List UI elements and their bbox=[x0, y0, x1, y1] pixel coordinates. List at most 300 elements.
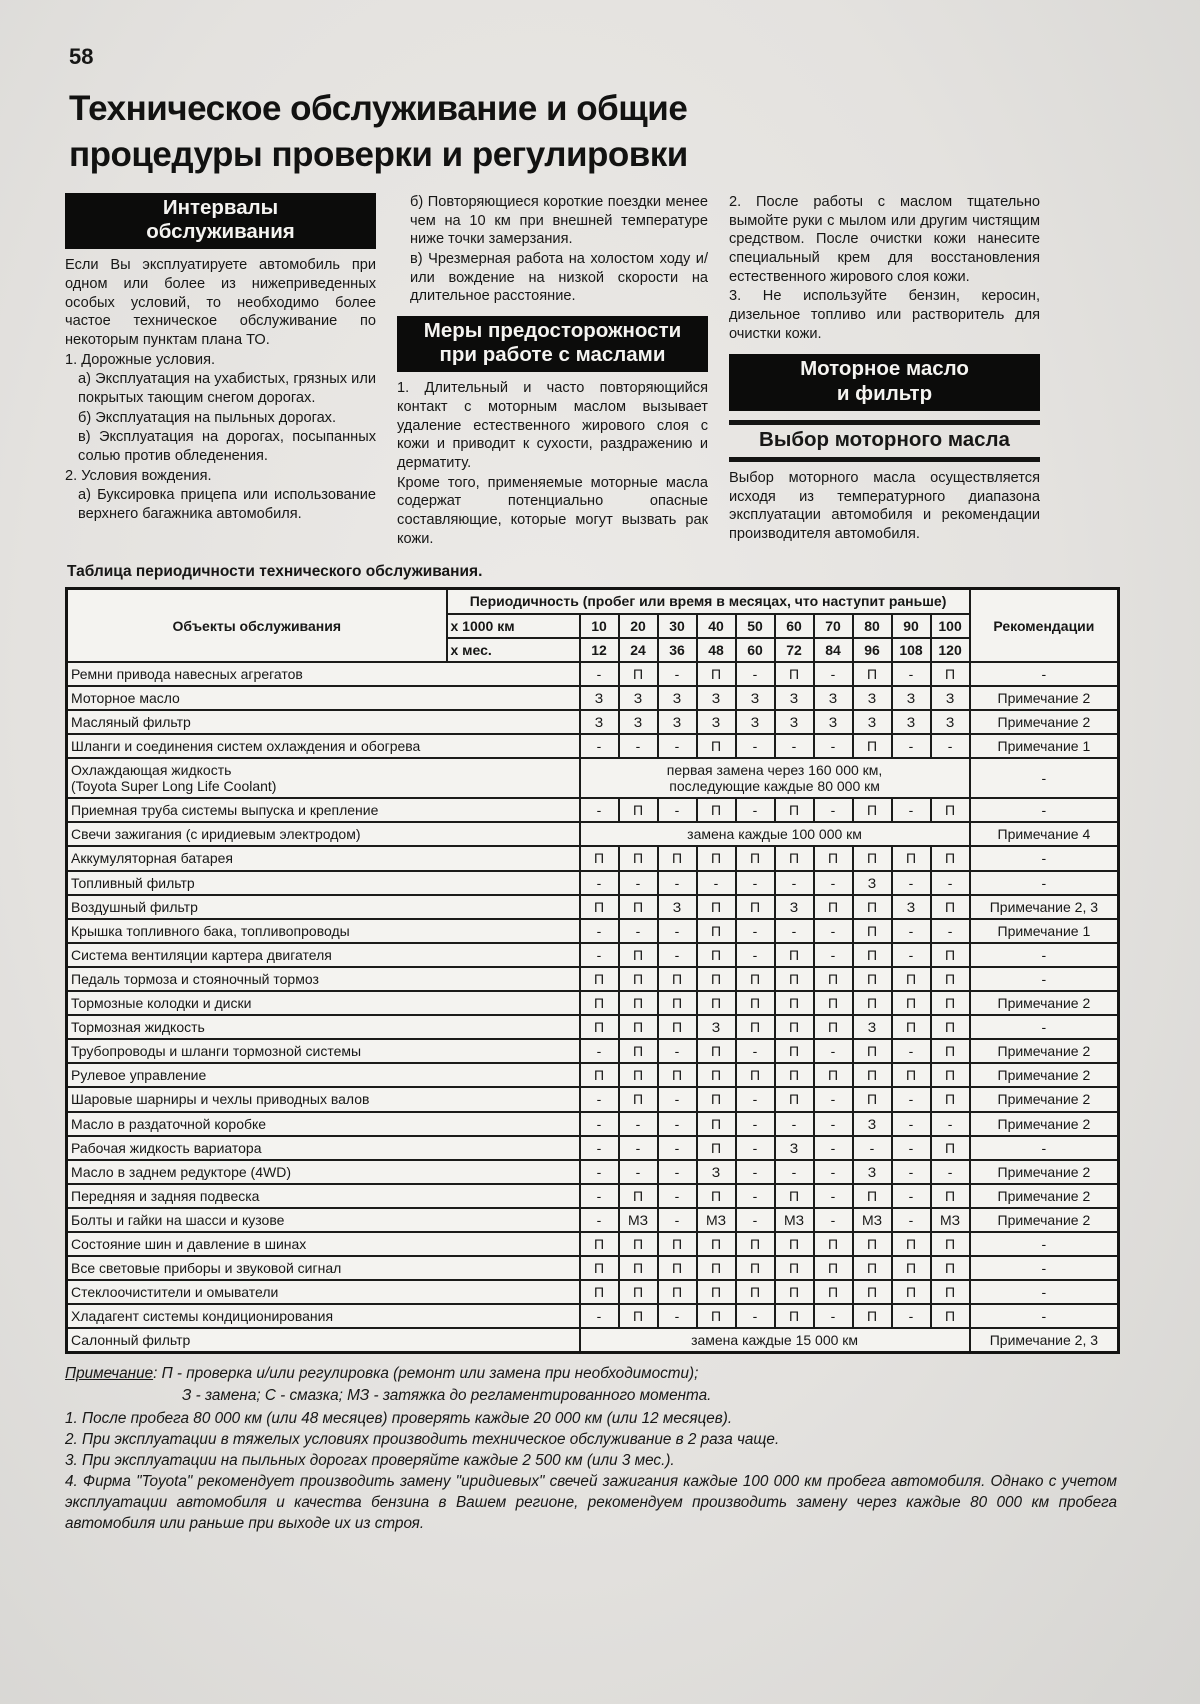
interval-cell: П bbox=[853, 1087, 892, 1111]
interval-cell: З bbox=[697, 1160, 736, 1184]
interval-cell: П bbox=[775, 1304, 814, 1328]
service-item-label: Приемная труба системы выпуска и крепление bbox=[67, 798, 580, 822]
interval-cell: - bbox=[580, 919, 619, 943]
interval-cell: - bbox=[580, 871, 619, 895]
service-item-label: Тормозные колодки и диски bbox=[67, 991, 580, 1015]
table-caption: Таблица периодичности технического обслуживания. bbox=[67, 563, 483, 581]
interval-cell: З bbox=[580, 686, 619, 710]
recommendation-cell: - bbox=[970, 846, 1119, 870]
interval-cell: П bbox=[619, 846, 658, 870]
service-item-label: Салонный фильтр bbox=[67, 1328, 580, 1353]
paragraph: а) Буксировка прицепа или использование верхнего багажника автомобиля. bbox=[78, 487, 376, 523]
column-middle bbox=[397, 193, 708, 549]
interval-cell: П bbox=[697, 991, 736, 1015]
footnote: 1. После пробега 80 000 км (или 48 месяцев) проверять каждые 20 000 км (или 12 месяцев). bbox=[65, 1409, 733, 1427]
interval-cell: - bbox=[658, 1087, 697, 1111]
interval-cell: - bbox=[697, 871, 736, 895]
interval-cell: - bbox=[736, 1087, 775, 1111]
recommendation-cell: - bbox=[970, 1136, 1119, 1160]
interval-cell: З bbox=[853, 1015, 892, 1039]
interval-cell: - bbox=[814, 1160, 853, 1184]
interval-cell: - bbox=[580, 1160, 619, 1184]
interval-cell: П bbox=[658, 1232, 697, 1256]
interval-value-header: 70 bbox=[814, 614, 853, 638]
table-header-row bbox=[67, 589, 1119, 614]
recommendation-cell: - bbox=[970, 1015, 1119, 1039]
interval-cell: - bbox=[658, 1136, 697, 1160]
table-row bbox=[67, 710, 1119, 734]
interval-cell: П bbox=[892, 1280, 931, 1304]
interval-cell: П bbox=[697, 734, 736, 758]
recommendation-cell: - bbox=[970, 967, 1119, 991]
interval-cell: П bbox=[931, 1015, 970, 1039]
paragraph: 3. Не используйте бензин, керосин, дизельное топливо или растворитель для очистки кожи. bbox=[729, 288, 1040, 342]
interval-cell: - bbox=[580, 943, 619, 967]
interval-cell: МЗ bbox=[853, 1208, 892, 1232]
interval-cell: П bbox=[931, 1280, 970, 1304]
interval-cell: - bbox=[892, 662, 931, 686]
interval-cell: П bbox=[697, 1063, 736, 1087]
interval-cell: - bbox=[619, 1160, 658, 1184]
interval-cell: - bbox=[580, 1087, 619, 1111]
interval-cell: П bbox=[931, 662, 970, 686]
paragraph: 2. После работы с маслом тщательно вымойте руки с мылом или другим чистящим средством. После очистки кожи нанесите специальный крем для восстановления естественного жирового слоя кожи. bbox=[729, 194, 1040, 285]
service-item-label: Рулевое управление bbox=[67, 1063, 580, 1087]
table-row bbox=[67, 1087, 1119, 1111]
interval-cell: П bbox=[658, 967, 697, 991]
interval-cell: З bbox=[658, 686, 697, 710]
interval-cell: П bbox=[892, 846, 931, 870]
interval-cell: П bbox=[697, 846, 736, 870]
column-left bbox=[65, 193, 376, 549]
interval-cell: П bbox=[697, 1112, 736, 1136]
service-item-label: Свечи зажигания (с иридиевым электродом) bbox=[67, 822, 580, 846]
interval-cell: З bbox=[892, 686, 931, 710]
recommendation-cell: Примечание 2 bbox=[970, 1184, 1119, 1208]
interval-cell: - bbox=[814, 1136, 853, 1160]
interval-cell: - bbox=[814, 798, 853, 822]
interval-cell: - bbox=[580, 1184, 619, 1208]
interval-cell: П bbox=[853, 1184, 892, 1208]
interval-cell: З bbox=[775, 895, 814, 919]
interval-cell: П bbox=[814, 846, 853, 870]
interval-cell: П bbox=[619, 662, 658, 686]
interval-cell: - bbox=[658, 919, 697, 943]
interval-cell: З bbox=[892, 895, 931, 919]
interval-cell: - bbox=[580, 1304, 619, 1328]
paragraph: Кроме того, применяемые моторные масла содержат потенциально опасные составляющие, которые могут вызвать рак кожи. bbox=[397, 474, 708, 547]
interval-value-header: 60 bbox=[775, 614, 814, 638]
interval-cell: З bbox=[775, 710, 814, 734]
paragraph: а) Эксплуатация на ухабистых, грязных или покрытых тающим снегом дорогах. bbox=[78, 371, 376, 407]
interval-cell: З bbox=[619, 710, 658, 734]
interval-cell: П bbox=[775, 943, 814, 967]
interval-cell: П bbox=[931, 991, 970, 1015]
interval-cell: П bbox=[580, 991, 619, 1015]
interval-cell: - bbox=[658, 662, 697, 686]
interval-cell: - bbox=[736, 1304, 775, 1328]
interval-cell: - bbox=[736, 871, 775, 895]
interval-cell: П bbox=[619, 1039, 658, 1063]
interval-cell: - bbox=[736, 1112, 775, 1136]
interval-cell: П bbox=[931, 1136, 970, 1160]
recommendation-cell: - bbox=[970, 1304, 1119, 1328]
interval-cell: - bbox=[658, 1208, 697, 1232]
interval-value-header: 24 bbox=[619, 638, 658, 662]
interval-cell: П bbox=[814, 991, 853, 1015]
interval-cell: МЗ bbox=[931, 1208, 970, 1232]
legend-rest: : П - проверка и/или регулировка (ремонт или замена при необходимости); bbox=[153, 1365, 699, 1383]
interval-cell: П bbox=[697, 662, 736, 686]
interval-cell: П bbox=[892, 1063, 931, 1087]
interval-cell: П bbox=[931, 798, 970, 822]
interval-cell: П bbox=[931, 1063, 970, 1087]
page-title: Техническое обслуживание и общие процедуры проверки и регулировки bbox=[69, 89, 688, 174]
service-intervals-text-continued bbox=[397, 193, 708, 306]
interval-cell: - bbox=[775, 871, 814, 895]
interval-cell: З bbox=[853, 871, 892, 895]
interval-cell: П bbox=[775, 1015, 814, 1039]
interval-cell: - bbox=[814, 943, 853, 967]
interval-cell: - bbox=[736, 798, 775, 822]
interval-value-header: 60 bbox=[736, 638, 775, 662]
interval-cell: П bbox=[775, 1039, 814, 1063]
interval-cell: П bbox=[931, 1256, 970, 1280]
interval-cell: - bbox=[892, 943, 931, 967]
interval-cell: - bbox=[931, 919, 970, 943]
interval-cell: П bbox=[853, 1256, 892, 1280]
interval-cell: П bbox=[580, 1015, 619, 1039]
interval-cell: - bbox=[619, 919, 658, 943]
interval-cell: - bbox=[892, 1184, 931, 1208]
interval-cell: - bbox=[814, 1087, 853, 1111]
interval-value-header: 36 bbox=[658, 638, 697, 662]
interval-cell: П bbox=[736, 846, 775, 870]
interval-cell: - bbox=[580, 1112, 619, 1136]
interval-cell: П bbox=[814, 1280, 853, 1304]
interval-cell: - bbox=[892, 1304, 931, 1328]
service-item-label: Топливный фильтр bbox=[67, 871, 580, 895]
service-item-label: Масло в заднем редукторе (4WD) bbox=[67, 1160, 580, 1184]
interval-cell: П bbox=[736, 1232, 775, 1256]
table-row bbox=[67, 822, 1119, 846]
service-item-label: Стеклоочистители и омыватели bbox=[67, 1280, 580, 1304]
interval-cell: - bbox=[736, 1184, 775, 1208]
table-row bbox=[67, 734, 1119, 758]
interval-cell: П bbox=[775, 1280, 814, 1304]
table-row bbox=[67, 1039, 1119, 1063]
interval-note: замена каждые 100 000 км bbox=[580, 822, 970, 846]
interval-cell: П bbox=[814, 895, 853, 919]
interval-cell: П bbox=[853, 991, 892, 1015]
interval-cell: З bbox=[814, 710, 853, 734]
oil-precautions-text-continued bbox=[729, 193, 1040, 343]
text-columns bbox=[65, 193, 1040, 549]
interval-cell: П bbox=[853, 1063, 892, 1087]
interval-cell: П bbox=[697, 1280, 736, 1304]
interval-cell: П bbox=[892, 1256, 931, 1280]
interval-cell: - bbox=[658, 1112, 697, 1136]
recommendation-cell: Примечание 2 bbox=[970, 991, 1119, 1015]
interval-cell: П bbox=[931, 846, 970, 870]
interval-cell: - bbox=[814, 1304, 853, 1328]
interval-cell: - bbox=[814, 871, 853, 895]
recommendation-cell: - bbox=[970, 662, 1119, 686]
footnote: 2. При эксплуатации в тяжелых условиях производить техническое обслуживание в 2 раза чаще. bbox=[65, 1430, 780, 1448]
interval-cell: П bbox=[619, 1015, 658, 1039]
interval-cell: П bbox=[580, 1256, 619, 1280]
interval-cell: П bbox=[619, 1063, 658, 1087]
interval-cell: - bbox=[580, 1208, 619, 1232]
interval-cell: П bbox=[736, 1256, 775, 1280]
interval-cell: - bbox=[892, 1087, 931, 1111]
interval-cell: П bbox=[853, 967, 892, 991]
interval-cell: З bbox=[697, 686, 736, 710]
interval-cell: - bbox=[931, 1112, 970, 1136]
service-item-label: Трубопроводы и шланги тормозной системы bbox=[67, 1039, 580, 1063]
interval-value-header: 72 bbox=[775, 638, 814, 662]
interval-cell: - bbox=[736, 662, 775, 686]
table-row bbox=[67, 1280, 1119, 1304]
interval-cell: П bbox=[736, 991, 775, 1015]
interval-cell: П bbox=[658, 1280, 697, 1304]
interval-cell: МЗ bbox=[775, 1208, 814, 1232]
interval-cell: П bbox=[853, 662, 892, 686]
interval-value-header: 40 bbox=[697, 614, 736, 638]
interval-cell: - bbox=[736, 919, 775, 943]
interval-cell: - bbox=[658, 1304, 697, 1328]
column-right bbox=[729, 193, 1040, 549]
interval-value-header: 12 bbox=[580, 638, 619, 662]
interval-cell: З bbox=[853, 1112, 892, 1136]
interval-cell: П bbox=[697, 1256, 736, 1280]
table-row bbox=[67, 1112, 1119, 1136]
interval-cell: - bbox=[775, 734, 814, 758]
interval-cell: - bbox=[814, 1208, 853, 1232]
footnote: 3. При эксплуатации на пыльных дорогах проверяйте каждые 2 500 км (или 3 мес.). bbox=[65, 1451, 675, 1469]
subsection-header-oil-selection: Выбор моторного масла bbox=[729, 420, 1040, 462]
interval-cell: П bbox=[775, 967, 814, 991]
interval-note: замена каждые 15 000 км bbox=[580, 1328, 970, 1353]
interval-cell: П bbox=[697, 895, 736, 919]
interval-cell: - bbox=[658, 943, 697, 967]
interval-cell: - bbox=[580, 662, 619, 686]
km-row-label: х 1000 км bbox=[447, 614, 580, 638]
interval-cell: З bbox=[775, 686, 814, 710]
interval-cell: П bbox=[736, 1063, 775, 1087]
interval-value-header: 90 bbox=[892, 614, 931, 638]
interval-cell: - bbox=[658, 1160, 697, 1184]
interval-cell: П bbox=[931, 967, 970, 991]
recommendation-cell: - bbox=[970, 1280, 1119, 1304]
section-header-service-intervals: Интервалы обслуживания bbox=[65, 193, 376, 249]
interval-cell: П bbox=[853, 798, 892, 822]
interval-cell: П bbox=[580, 967, 619, 991]
interval-cell: П bbox=[814, 1256, 853, 1280]
interval-cell: - bbox=[892, 919, 931, 943]
interval-cell: - bbox=[892, 1136, 931, 1160]
service-item-label: Масло в раздаточной коробке bbox=[67, 1112, 580, 1136]
interval-cell: - bbox=[814, 1039, 853, 1063]
interval-cell: П bbox=[658, 846, 697, 870]
interval-cell: П bbox=[892, 967, 931, 991]
table-row bbox=[67, 1063, 1119, 1087]
interval-cell: - bbox=[619, 1112, 658, 1136]
interval-value-header: 96 bbox=[853, 638, 892, 662]
recommendation-cell: Примечание 2 bbox=[970, 686, 1119, 710]
interval-cell: П bbox=[580, 846, 619, 870]
interval-cell: - bbox=[775, 1160, 814, 1184]
interval-cell: П bbox=[658, 991, 697, 1015]
recommendation-cell: Примечание 2 bbox=[970, 1039, 1119, 1063]
numbered-footnotes bbox=[65, 1408, 1117, 1535]
interval-cell: П bbox=[619, 967, 658, 991]
interval-cell: - bbox=[658, 1039, 697, 1063]
interval-cell: П bbox=[580, 1232, 619, 1256]
interval-cell: П bbox=[619, 1280, 658, 1304]
interval-cell: П bbox=[853, 846, 892, 870]
interval-cell: - bbox=[736, 1160, 775, 1184]
recommendation-cell: - bbox=[970, 871, 1119, 895]
interval-cell: - bbox=[892, 1208, 931, 1232]
section-header-engine-oil-filter: Моторное масло и фильтр bbox=[729, 354, 1040, 410]
interval-cell: З bbox=[697, 710, 736, 734]
interval-cell: З bbox=[658, 710, 697, 734]
interval-cell: З bbox=[814, 686, 853, 710]
interval-cell: - bbox=[580, 734, 619, 758]
page-number: 58 bbox=[69, 44, 94, 69]
table-row bbox=[67, 1208, 1119, 1232]
interval-cell: П bbox=[775, 1256, 814, 1280]
interval-cell: П bbox=[697, 1136, 736, 1160]
legend-line-1 bbox=[65, 1363, 1117, 1384]
service-item-label: Состояние шин и давление в шинах bbox=[67, 1232, 580, 1256]
interval-cell: П bbox=[775, 1063, 814, 1087]
service-item-label: Ремни привода навесных агрегатов bbox=[67, 662, 580, 686]
table-row bbox=[67, 1304, 1119, 1328]
interval-cell: - bbox=[814, 1112, 853, 1136]
interval-cell: П bbox=[658, 1015, 697, 1039]
service-intervals-text bbox=[65, 256, 376, 523]
interval-cell: П bbox=[697, 1087, 736, 1111]
oil-precautions-text bbox=[397, 379, 708, 548]
service-item-label: Педаль тормоза и стояночный тормоз bbox=[67, 967, 580, 991]
interval-cell: - bbox=[619, 734, 658, 758]
interval-cell: П bbox=[580, 895, 619, 919]
recommendation-cell: - bbox=[970, 758, 1119, 798]
table-row bbox=[67, 967, 1119, 991]
paragraph: б) Повторяющиеся короткие поездки менее чем на 10 км при внешней температуре ниже точки замерзания. bbox=[410, 194, 708, 248]
table-row bbox=[67, 919, 1119, 943]
interval-cell: П bbox=[775, 662, 814, 686]
interval-cell: - bbox=[736, 734, 775, 758]
interval-cell: - bbox=[619, 871, 658, 895]
interval-cell: - bbox=[814, 1184, 853, 1208]
service-item-label: Болты и гайки на шасси и кузове bbox=[67, 1208, 580, 1232]
table-row bbox=[67, 1232, 1119, 1256]
interval-cell: П bbox=[658, 1256, 697, 1280]
interval-cell: П bbox=[619, 1184, 658, 1208]
recommendation-cell: Примечание 4 bbox=[970, 822, 1119, 846]
table-row bbox=[67, 686, 1119, 710]
interval-cell: - bbox=[931, 1160, 970, 1184]
interval-cell: З bbox=[658, 895, 697, 919]
interval-cell: П bbox=[619, 991, 658, 1015]
interval-cell: П bbox=[775, 798, 814, 822]
interval-cell: - bbox=[658, 1184, 697, 1208]
oil-selection-text bbox=[729, 469, 1040, 544]
interval-cell: П bbox=[931, 1304, 970, 1328]
interval-cell: З bbox=[580, 710, 619, 734]
interval-cell: П bbox=[658, 1063, 697, 1087]
service-item-label: Рабочая жидкость вариатора bbox=[67, 1136, 580, 1160]
interval-cell: З bbox=[619, 686, 658, 710]
interval-cell: П bbox=[775, 1087, 814, 1111]
table-row bbox=[67, 1184, 1119, 1208]
interval-cell: - bbox=[892, 871, 931, 895]
service-item-label: Система вентиляции картера двигателя bbox=[67, 943, 580, 967]
service-item-label: Охлаждающая жидкость (Toyota Super Long Life Coolant) bbox=[67, 758, 580, 798]
table-row bbox=[67, 1160, 1119, 1184]
interval-cell: П bbox=[736, 895, 775, 919]
interval-cell: - bbox=[775, 1112, 814, 1136]
recommendation-cell: - bbox=[970, 798, 1119, 822]
legend-label: Примечание bbox=[65, 1365, 154, 1383]
interval-cell: П bbox=[931, 895, 970, 919]
interval-cell: - bbox=[892, 1112, 931, 1136]
interval-cell: - bbox=[736, 943, 775, 967]
column-header-service-items: Объекты обслуживания bbox=[67, 589, 447, 662]
interval-cell: П bbox=[853, 1039, 892, 1063]
interval-cell: П bbox=[814, 1015, 853, 1039]
column-header-periodicity: Периодичность (пробег или время в месяцах, что наступит раньше) bbox=[447, 589, 970, 614]
paragraph: Если Вы эксплуатируете автомобиль при одном или более из нижеприведенных особых условий, то необходимо более частое техническое обслуживание по некоторым пунктам плана ТО. bbox=[65, 257, 376, 349]
interval-note: первая замена через 160 000 км, последующие каждые 80 000 км bbox=[580, 758, 970, 798]
service-item-label: Тормозная жидкость bbox=[67, 1015, 580, 1039]
service-item-label: Все световые приборы и звуковой сигнал bbox=[67, 1256, 580, 1280]
interval-cell: П bbox=[814, 967, 853, 991]
table-row bbox=[67, 662, 1119, 686]
table-row bbox=[67, 991, 1119, 1015]
interval-cell: - bbox=[814, 662, 853, 686]
recommendation-cell: Примечание 2 bbox=[970, 1160, 1119, 1184]
interval-cell: П bbox=[697, 1304, 736, 1328]
interval-cell: П bbox=[853, 919, 892, 943]
interval-cell: П bbox=[697, 1232, 736, 1256]
interval-value-header: 84 bbox=[814, 638, 853, 662]
interval-cell: П bbox=[775, 991, 814, 1015]
service-item-label: Аккумуляторная батарея bbox=[67, 846, 580, 870]
interval-cell: П bbox=[853, 943, 892, 967]
section-header-oil-precautions: Меры предосторожности при работе с маслами bbox=[397, 316, 708, 372]
interval-cell: П bbox=[853, 895, 892, 919]
paragraph: 1. Длительный и часто повторяющийся контакт с моторным маслом вызывает удаление естественного жирового слоя с кожи и приводит к сухости, раздражению и дерматиту. bbox=[397, 380, 708, 472]
recommendation-cell: - bbox=[970, 1232, 1119, 1256]
interval-cell: П bbox=[892, 1015, 931, 1039]
interval-cell: - bbox=[892, 1039, 931, 1063]
interval-cell: П bbox=[619, 798, 658, 822]
interval-cell: П bbox=[580, 1063, 619, 1087]
interval-cell: З bbox=[931, 686, 970, 710]
interval-cell: П bbox=[697, 919, 736, 943]
service-item-label: Воздушный фильтр bbox=[67, 895, 580, 919]
interval-cell: П bbox=[697, 943, 736, 967]
table-row bbox=[67, 846, 1119, 870]
interval-cell: П bbox=[619, 895, 658, 919]
interval-cell: - bbox=[736, 1136, 775, 1160]
interval-cell: - bbox=[892, 798, 931, 822]
interval-cell: П bbox=[931, 943, 970, 967]
